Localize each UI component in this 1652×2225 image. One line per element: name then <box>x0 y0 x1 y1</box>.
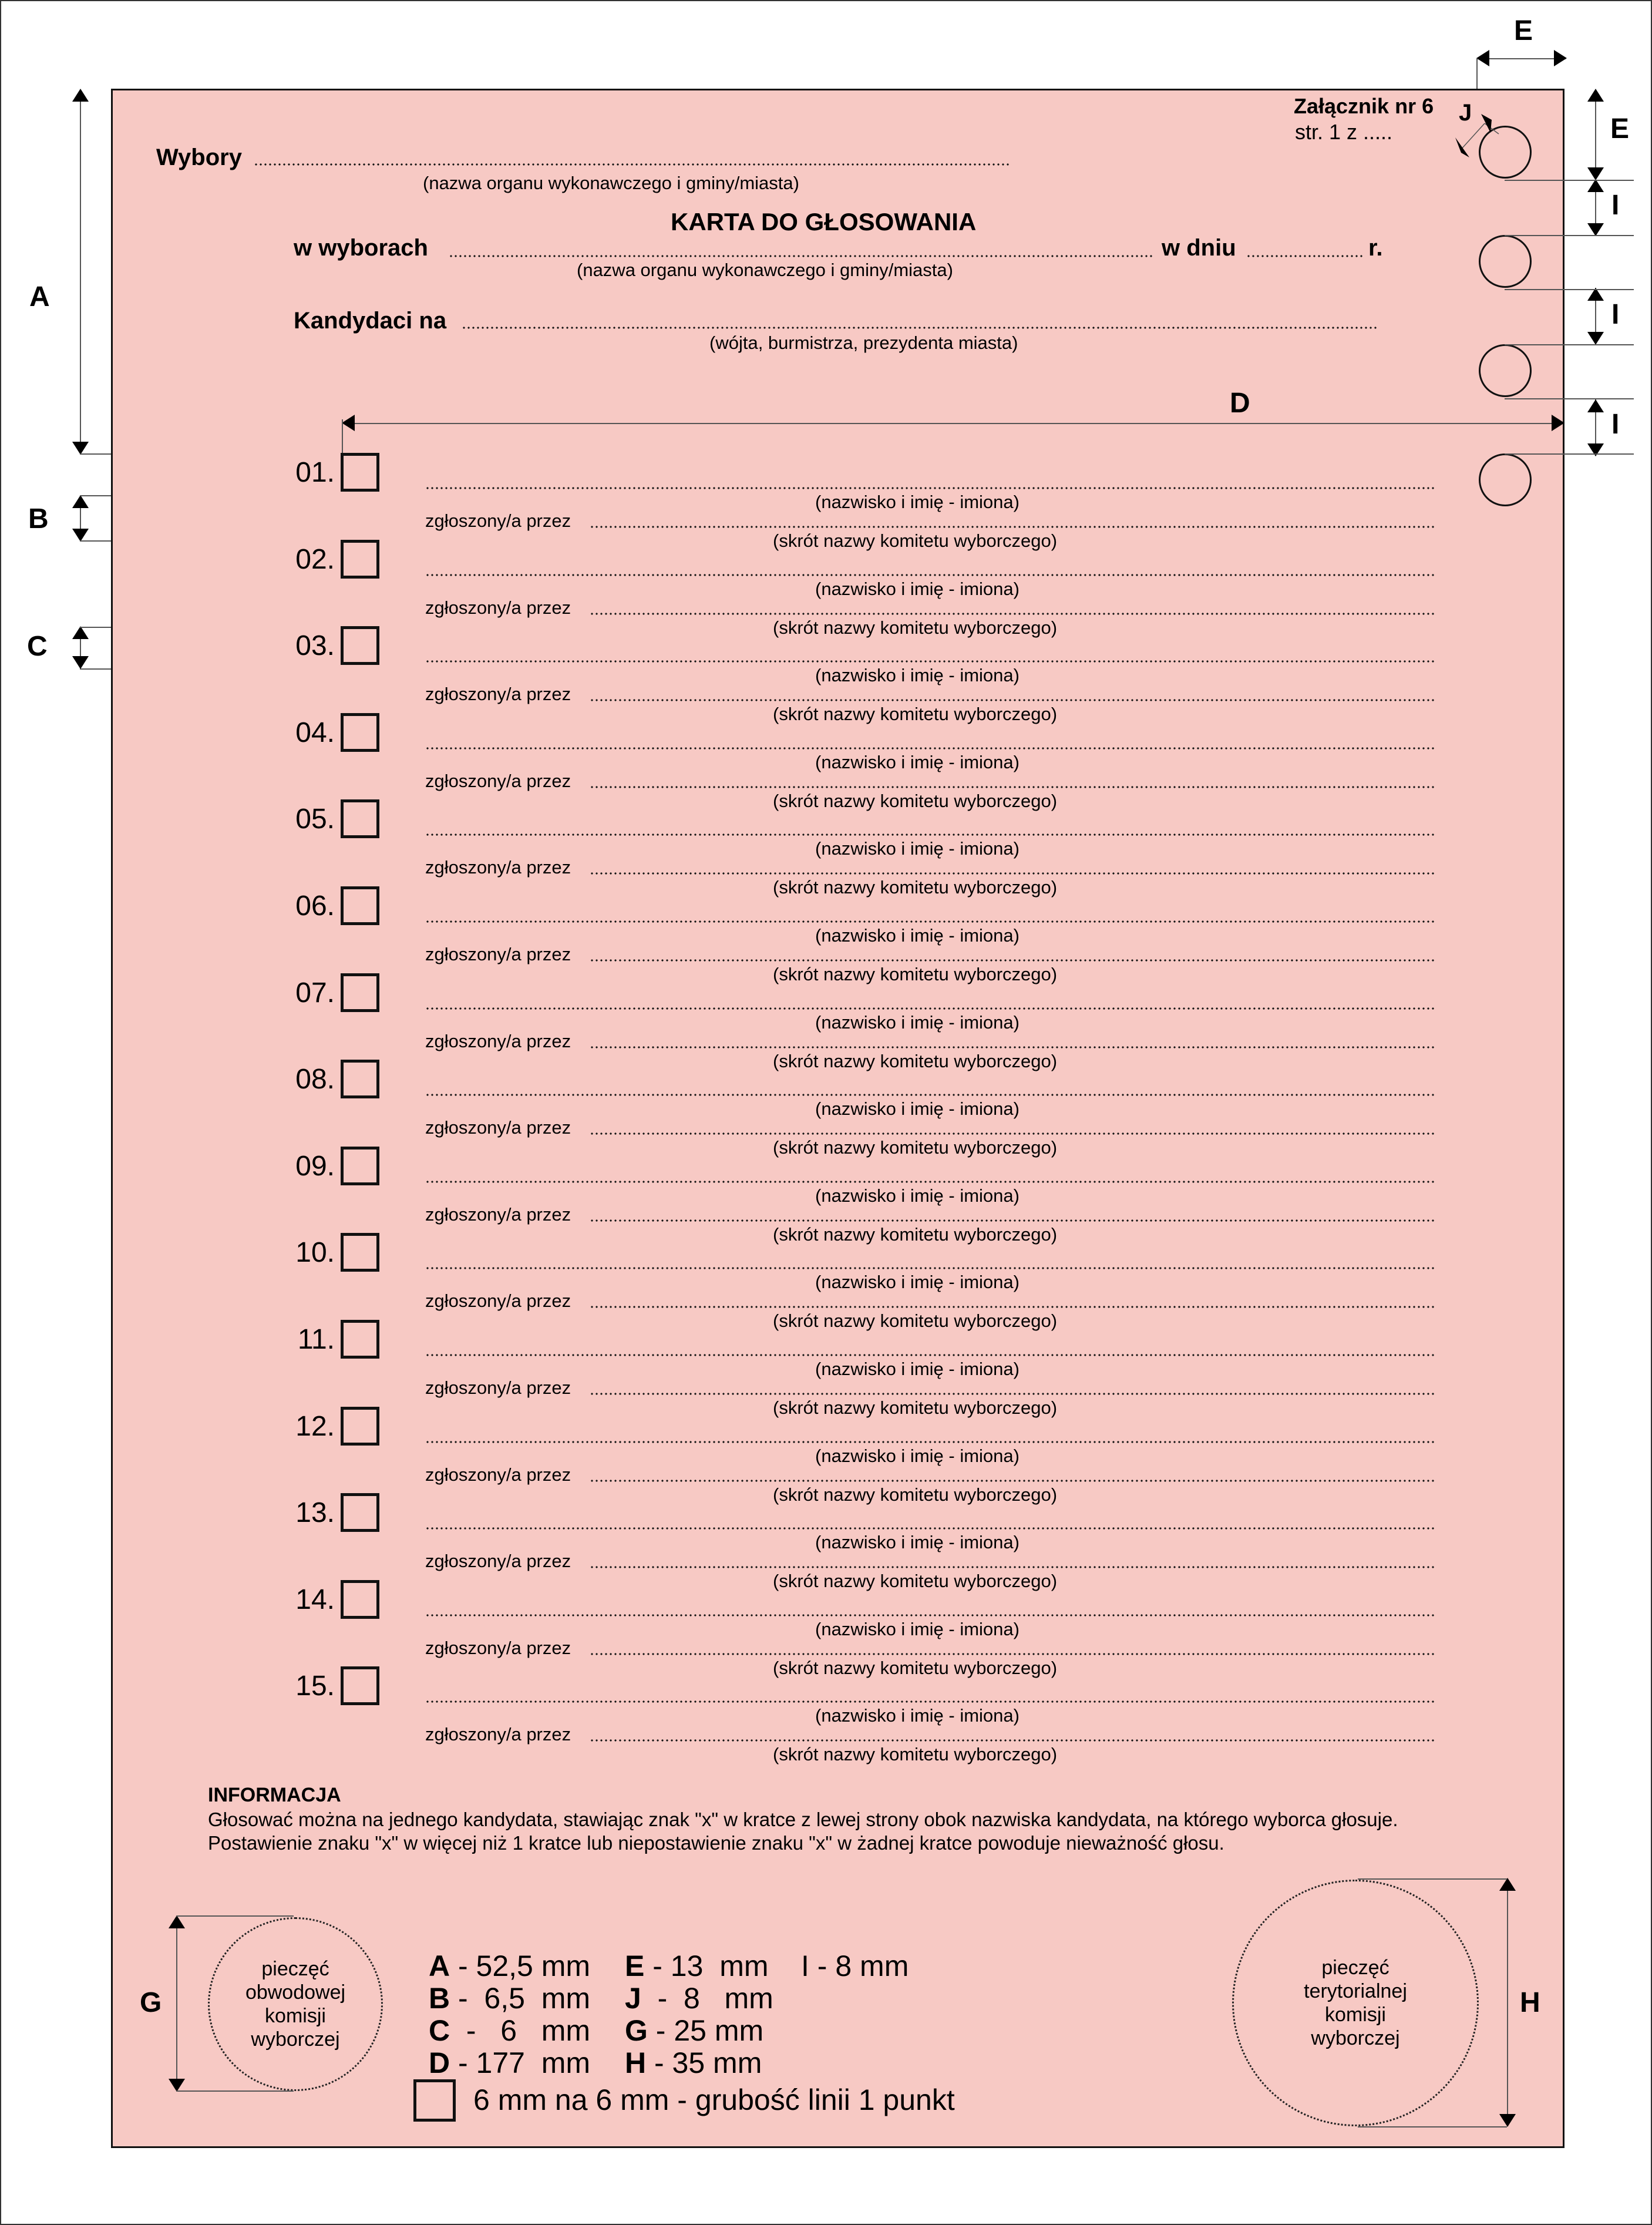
committee-field[interactable] <box>590 1653 1435 1655</box>
dim-i1-arrow-down-icon <box>1587 223 1604 236</box>
committee-field[interactable] <box>590 1739 1435 1742</box>
on-day-label: w dniu <box>1162 235 1236 261</box>
vote-checkbox[interactable] <box>341 626 379 665</box>
legend-j: J - 8 mm <box>625 1982 773 2015</box>
committee-caption: (skrót nazwy komitetu wyborczego) <box>773 964 1058 984</box>
dim-g-extension-top <box>176 1915 294 1917</box>
nominated-by-label: zgłoszony/a przez <box>425 597 571 618</box>
nominated-by-label: zgłoszony/a przez <box>425 1637 571 1658</box>
vote-checkbox[interactable] <box>341 1493 379 1532</box>
nominated-by-label: zgłoszony/a przez <box>425 1724 571 1745</box>
candidate-name-field[interactable] <box>425 1700 1435 1703</box>
dim-label-i2: I <box>1611 299 1620 330</box>
candidate-name-field[interactable] <box>425 833 1435 836</box>
candidate-number: 12. <box>295 1410 335 1442</box>
dim-d-extension <box>342 419 343 455</box>
legend-checkbox-spec: 6 mm na 6 mm - grubość linii 1 punkt <box>473 2083 955 2116</box>
committee-caption: (skrót nazwy komitetu wyborczego) <box>773 617 1058 638</box>
date-field[interactable] <box>1246 255 1364 257</box>
committee-field[interactable] <box>590 1393 1435 1395</box>
committee-field[interactable] <box>590 959 1435 962</box>
committee-caption: (skrót nazwy komitetu wyborczego) <box>773 1137 1058 1158</box>
legend-checkbox-sample <box>413 2079 456 2122</box>
stamp-right-line-4: wyborczej <box>1311 2027 1400 2050</box>
dim-d-arrow-left-icon <box>342 415 355 431</box>
candidate-name-field[interactable] <box>425 920 1435 923</box>
in-elections-caption: (nazwa organu wykonawczego i gminy/miasta) <box>577 260 953 280</box>
nominated-by-label: zgłoszony/a przez <box>425 1290 571 1312</box>
committee-field[interactable] <box>590 613 1435 615</box>
committee-field[interactable] <box>590 1132 1435 1135</box>
stamp-right-line-2: terytorialnej <box>1304 1979 1407 2002</box>
committee-field[interactable] <box>590 786 1435 788</box>
legend-a: A - 52,5 mm <box>429 1950 591 1982</box>
information-line-2: Postawienie znaku "x" w więcej niż 1 kratce lub niepostawienie znaku "x" w żadnej kratce powoduje nieważność głosu. <box>208 1832 1224 1854</box>
candidate-name-caption: (nazwisko i imię - imiona) <box>815 1445 1020 1466</box>
candidate-number: 11. <box>297 1324 335 1355</box>
stamp-left-line-3: komisji <box>265 2005 326 2027</box>
candidate-number: 09. <box>295 1150 335 1182</box>
punch-hole-3 <box>1479 344 1532 397</box>
candidate-name-field[interactable] <box>425 487 1435 489</box>
dim-label-c: C <box>27 631 48 662</box>
dim-h-extension-top <box>1358 1878 1507 1880</box>
candidate-name-caption: (nazwisko i imię - imiona) <box>815 1532 1020 1553</box>
stamp-left-line-2: obwodowej <box>245 1981 346 2004</box>
nominated-by-label: zgłoszony/a przez <box>425 1551 571 1572</box>
legend-c: C - 6 mm <box>429 2014 591 2047</box>
vote-checkbox[interactable] <box>341 713 379 752</box>
candidate-number: 05. <box>295 804 335 835</box>
candidate-name-caption: (nazwisko i imię - imiona) <box>815 1272 1020 1293</box>
committee-field[interactable] <box>590 1480 1435 1482</box>
dim-g-arrow-down-icon <box>169 2079 185 2092</box>
committee-caption: (skrót nazwy komitetu wyborczego) <box>773 530 1058 551</box>
dim-label-e-top: E <box>1514 15 1533 46</box>
candidate-name-caption: (nazwisko i imię - imiona) <box>815 1705 1020 1726</box>
committee-field[interactable] <box>590 526 1435 528</box>
dim-label-i1: I <box>1611 190 1620 221</box>
nominated-by-label: zgłoszony/a przez <box>425 1117 571 1138</box>
dim-a-arrow-down-icon <box>72 442 89 455</box>
dim-e-extension <box>1476 58 1478 89</box>
candidate-name-field[interactable] <box>425 574 1435 576</box>
nominated-by-label: zgłoszony/a przez <box>425 857 571 878</box>
committee-caption: (skrót nazwy komitetu wyborczego) <box>773 1050 1058 1071</box>
dim-c-arrow-down-icon <box>72 656 89 669</box>
candidate-name-field[interactable] <box>425 1441 1435 1443</box>
candidate-name-caption: (nazwisko i imię - imiona) <box>815 751 1020 772</box>
nominated-by-label: zgłoszony/a przez <box>425 770 571 791</box>
candidate-name-field[interactable] <box>425 1181 1435 1183</box>
dim-label-g: G <box>140 1987 162 2018</box>
dim-a-arrow-up-icon <box>72 89 89 102</box>
candidate-name-field[interactable] <box>425 747 1435 749</box>
candidate-name-field[interactable] <box>425 1527 1435 1530</box>
dim-g-extension-bottom <box>176 2090 294 2092</box>
page-of-label: str. 1 z ..... <box>1295 120 1393 144</box>
candidate-number: 02. <box>295 543 335 575</box>
nominated-by-label: zgłoszony/a przez <box>425 944 571 964</box>
dim-e-vertical <box>1595 91 1596 179</box>
dim-g-arrow-up-icon <box>169 1915 185 1928</box>
candidate-number: 15. <box>295 1671 335 1702</box>
committee-caption: (skrót nazwy komitetu wyborczego) <box>773 1484 1058 1505</box>
nominated-by-label: zgłoszony/a przez <box>425 684 571 705</box>
dim-e-arrow-right-icon <box>1554 50 1567 66</box>
stamp-right-line-1: pieczęć <box>1321 1956 1389 1979</box>
candidates-for-field[interactable] <box>462 327 1378 329</box>
committee-caption: (skrót nazwy komitetu wyborczego) <box>773 877 1058 898</box>
legend-e: E - 13 mm <box>625 1950 769 1982</box>
vote-checkbox[interactable] <box>341 973 379 1012</box>
candidate-number: 01. <box>295 457 335 488</box>
committee-field[interactable] <box>590 699 1435 701</box>
legend-h: H - 35 mm <box>625 2046 762 2079</box>
stamp-right-line-3: komisji <box>1325 2004 1386 2026</box>
dim-label-e-right: E <box>1610 113 1630 144</box>
dim-c-arrow-up-icon <box>72 626 89 639</box>
hole-extension-3 <box>1505 289 1634 290</box>
legend-b: B - 6,5 mm <box>429 1982 591 2015</box>
committee-field[interactable] <box>590 1046 1435 1048</box>
vote-checkbox[interactable] <box>341 1407 379 1446</box>
vote-checkbox[interactable] <box>341 540 379 579</box>
information-heading: INFORMACJA <box>208 1784 341 1806</box>
dim-label-h: H <box>1520 1987 1540 2018</box>
vote-checkbox[interactable] <box>341 1580 379 1619</box>
candidate-number: 03. <box>295 630 335 662</box>
vote-checkbox[interactable] <box>341 1320 379 1359</box>
committee-caption: (skrót nazwy komitetu wyborczego) <box>773 790 1058 811</box>
candidate-name-caption: (nazwisko i imię - imiona) <box>815 665 1020 686</box>
hole-extension-6 <box>1505 453 1634 455</box>
vote-checkbox[interactable] <box>341 886 379 925</box>
vote-checkbox[interactable] <box>341 799 379 838</box>
committee-field[interactable] <box>590 1306 1435 1308</box>
committee-caption: (skrót nazwy komitetu wyborczego) <box>773 1744 1058 1765</box>
candidate-number: 04. <box>295 717 335 748</box>
legend-d: D - 177 mm <box>429 2046 591 2079</box>
ballot-title: KARTA DO GŁOSOWANIA <box>671 208 977 236</box>
committee-field[interactable] <box>590 1566 1435 1568</box>
dim-i2-arrow-down-icon <box>1587 332 1604 345</box>
nominated-by-label: zgłoszony/a przez <box>425 1030 571 1051</box>
vote-checkbox[interactable] <box>341 1233 379 1272</box>
vote-checkbox[interactable] <box>341 1060 379 1098</box>
candidate-name-field[interactable] <box>425 1094 1435 1096</box>
candidate-name-field[interactable] <box>425 660 1435 663</box>
dim-a-line <box>80 94 81 446</box>
dim-label-b: B <box>28 503 49 535</box>
committee-field[interactable] <box>590 872 1435 875</box>
dim-b-arrow-up-icon <box>72 495 89 508</box>
dim-i1-arrow-up-icon <box>1587 179 1604 192</box>
vote-checkbox[interactable] <box>341 1147 379 1185</box>
candidate-name-field[interactable] <box>425 1614 1435 1616</box>
vote-checkbox[interactable] <box>341 453 379 492</box>
legend-i: I - 8 mm <box>801 1950 909 1982</box>
territorial-commission-stamp-area <box>1232 1880 1479 2126</box>
committee-caption: (skrót nazwy komitetu wyborczego) <box>773 1397 1058 1418</box>
candidate-name-caption: (nazwisko i imię - imiona) <box>815 838 1020 859</box>
precinct-commission-stamp-area <box>208 1917 383 2091</box>
candidate-name-caption: (nazwisko i imię - imiona) <box>815 1618 1020 1639</box>
candidate-number: 13. <box>295 1497 335 1529</box>
information-line-1: Głosować można na jednego kandydata, stawiając znak "x" w kratce z lewej strony obok nazwiska kandydata, na którego wyborca głosuje. <box>208 1809 1398 1830</box>
committee-caption: (skrót nazwy komitetu wyborczego) <box>773 704 1058 725</box>
hole-extension-4 <box>1505 344 1634 345</box>
nominated-by-label: zgłoszony/a przez <box>425 1377 571 1398</box>
nominated-by-label: zgłoszony/a przez <box>425 1204 571 1225</box>
candidate-number: 08. <box>295 1064 335 1095</box>
dim-g-line <box>176 1917 177 2091</box>
candidate-name-field[interactable] <box>425 1267 1435 1269</box>
candidates-for-caption: (wójta, burmistrza, prezydenta miasta) <box>709 332 1018 353</box>
dim-h-arrow-up-icon <box>1499 1878 1516 1891</box>
committee-field[interactable] <box>590 1219 1435 1222</box>
dim-h-line <box>1507 1880 1508 2126</box>
punch-hole-2 <box>1479 235 1532 288</box>
dim-j-arrows-icon <box>1446 96 1510 161</box>
dim-d-line <box>345 423 1561 424</box>
candidate-name-caption: (nazwisko i imię - imiona) <box>815 578 1020 599</box>
candidate-number: 10. <box>295 1237 335 1269</box>
ballot-card <box>111 89 1564 2148</box>
candidate-name-field[interactable] <box>425 1007 1435 1010</box>
elections-caption: (nazwa organu wykonawczego i gminy/miasta) <box>423 173 799 193</box>
candidate-name-caption: (nazwisko i imię - imiona) <box>815 1359 1020 1379</box>
committee-caption: (skrót nazwy komitetu wyborczego) <box>773 1571 1058 1592</box>
committee-caption: (skrót nazwy komitetu wyborczego) <box>773 1310 1058 1332</box>
elections-label: Wybory <box>156 144 242 170</box>
dim-e-arrow-left-icon <box>1476 50 1489 66</box>
attachment-label: Załącznik nr 6 <box>1294 94 1434 118</box>
candidate-number: 14. <box>295 1584 335 1615</box>
dim-label-j: J <box>1459 100 1472 126</box>
dim-h-extension-bottom <box>1358 2126 1507 2127</box>
year-suffix: r. <box>1368 235 1383 261</box>
in-elections-label: w wyborach <box>294 235 428 261</box>
dim-e-horizontal <box>1478 58 1566 59</box>
hole-extension-2 <box>1505 235 1634 236</box>
committee-caption: (skrót nazwy komitetu wyborczego) <box>773 1657 1058 1678</box>
hole-extension-5 <box>1505 398 1634 399</box>
legend-g: G - 25 mm <box>625 2014 764 2047</box>
stamp-left-line-4: wyborczej <box>251 2028 340 2051</box>
candidate-number: 07. <box>295 977 335 1009</box>
candidate-number: 06. <box>295 890 335 922</box>
hole-extension-1 <box>1505 180 1634 181</box>
candidate-name-caption: (nazwisko i imię - imiona) <box>815 1098 1020 1120</box>
dim-i3-arrow-up-icon <box>1587 399 1604 412</box>
dim-b-arrow-down-icon <box>72 529 89 542</box>
vote-checkbox[interactable] <box>341 1666 379 1705</box>
candidate-name-field[interactable] <box>425 1354 1435 1356</box>
candidate-name-caption: (nazwisko i imię - imiona) <box>815 925 1020 946</box>
in-elections-field[interactable] <box>449 255 1153 257</box>
punch-hole-4 <box>1479 453 1532 506</box>
dim-e-arrow-up-icon <box>1587 89 1604 102</box>
dim-e-arrow-down-icon <box>1587 167 1604 180</box>
dim-label-i3: I <box>1611 409 1620 440</box>
nominated-by-label: zgłoszony/a przez <box>425 510 571 531</box>
committee-caption: (skrót nazwy komitetu wyborczego) <box>773 1224 1058 1245</box>
stamp-left-line-1: pieczęć <box>261 1957 329 1980</box>
dim-label-a: A <box>29 281 50 312</box>
elections-field[interactable] <box>254 163 1011 166</box>
nominated-by-label: zgłoszony/a przez <box>425 1464 571 1485</box>
dim-label-d: D <box>1230 388 1250 419</box>
candidate-name-caption: (nazwisko i imię - imiona) <box>815 492 1020 512</box>
candidate-name-caption: (nazwisko i imię - imiona) <box>815 1011 1020 1033</box>
dim-d-arrow-right-icon <box>1552 415 1564 431</box>
candidates-for-label: Kandydaci na <box>294 308 447 334</box>
dim-h-arrow-down-icon <box>1499 2114 1516 2127</box>
candidate-name-caption: (nazwisko i imię - imiona) <box>815 1185 1020 1206</box>
